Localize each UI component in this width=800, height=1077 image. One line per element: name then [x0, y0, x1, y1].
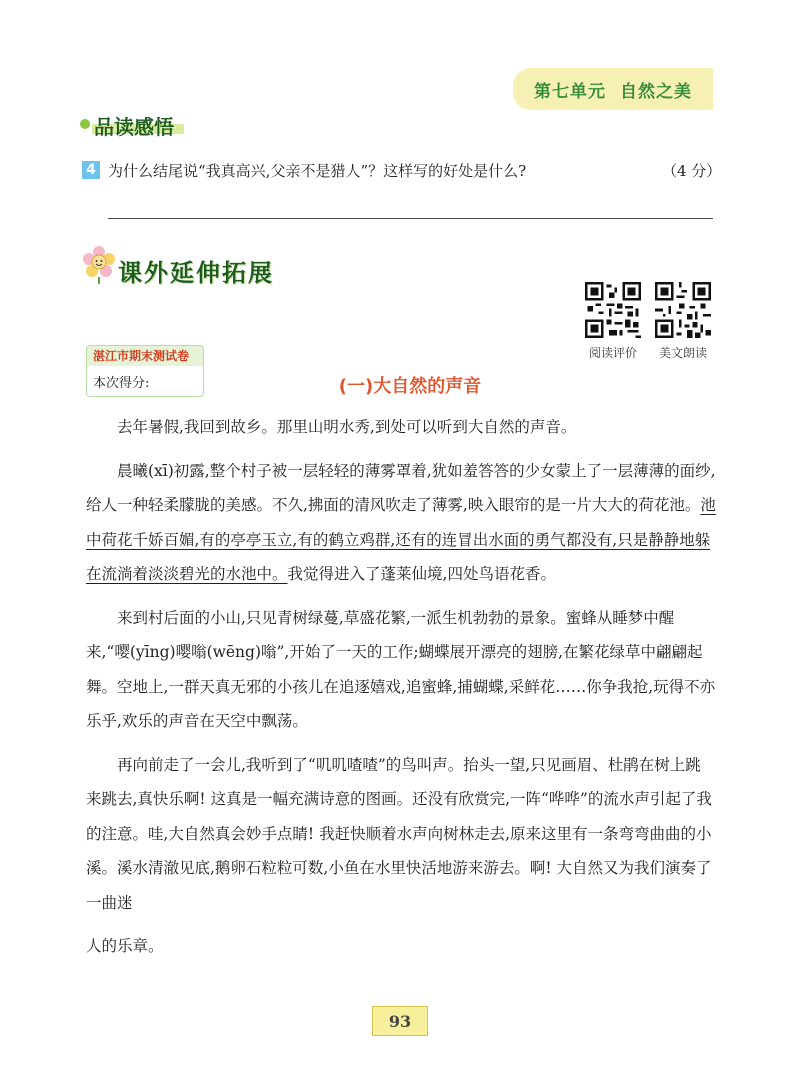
section-reading-label: 品读感悟 [94, 115, 174, 139]
essay-paragraph-2 [86, 454, 716, 592]
page-number: 93 [372, 1006, 428, 1036]
essay-paragraph-4 [86, 748, 716, 921]
qr-caption-reading-evaluation: 阅读评价 [588, 346, 637, 360]
question-text: 为什么结尾说“我真高兴,父亲不是猎人”？这样写的好处是什么? [108, 162, 527, 180]
qr-code-essay-reading-icon[interactable] [655, 282, 711, 338]
essay-paragraph-5 [86, 929, 716, 964]
paragraph-text: 晨曦(xī)初露,整个村子被一层轻轻的薄雾罩着,犹如羞答答的少女蒙上了一层薄薄的面纱,给人一种轻柔朦胧的美感。不久,拂面的清风吹走了薄雾,映入眼帘的是一片大大的荷花池。 [86, 461, 716, 514]
underlined-sentence: 池中荷花千娇百媚,有的亭亭玉立,有的鹤立鸡群,还有的连冒出水面的勇气都没有,只是静静地躲在流淌着淡淡碧光的水池中。 [86, 496, 716, 583]
section-extension-label: 课外延伸拓展 [118, 259, 274, 287]
section-reading-heading [80, 112, 190, 138]
score-blank[interactable] [93, 393, 149, 397]
paragraph-text: 来到村后面的小山,只见青树绿蔓,草盛花繁,一派生机勃勃的景象。蜜蜂从睡梦中醒来,“嘤(yīng)嘤嗡(wēng)嗡”,开始了一天的工作;蝴蝶展开漂亮的翅膀,在繁花绿草中翩翩起舞。空地上,一群天真无邪的小孩儿在追逐嬉戏,追蜜蜂,捕蝴蝶,采鲜花……你争我抢,玩得不亦乐乎,欢乐的声音在天空中飘荡。 [86, 608, 716, 730]
essay-title: (一)大自然的声音 [338, 376, 482, 397]
essay-body [86, 410, 716, 964]
score-row [87, 366, 203, 397]
unit-theme: 自然之美 [620, 81, 692, 102]
paragraph-text: 人的乐章。 [86, 937, 164, 955]
answer-line[interactable] [108, 218, 713, 219]
paragraph-text: 去年暑假,我回到故乡。那里山明水秀,到处可以听到大自然的声音。 [117, 418, 577, 436]
qr-caption-essay-reading: 美文朗读 [658, 346, 707, 360]
section-extension-heading [80, 244, 280, 290]
flower-icon [80, 244, 118, 284]
question-score: （4 分） [662, 162, 722, 180]
paragraph-text: 我觉得进入了蓬莱仙境,四处鸟语花香。 [287, 565, 556, 583]
question-number-badge: 4 [82, 161, 100, 179]
paragraph-text: 再向前走了一会儿,我听到了“叽叽喳喳”的鸟叫声。抬头一望,只见画眉、杜鹃在树上跳来跳去,真快乐啊! 这真是一幅充满诗意的图画。还没有欣赏完,一阵“哗哗”的流水声引起了我的注意。哇,大自然真会妙手点睛! 我赶快顺着水声向树林走去,原来这里有一条弯弯曲曲的小溪。溪水清澈见底,鹅卵石粒粒可数,小鱼在水里快活地游来游去。啊! 大自然又为我们演奏了一曲迷 [86, 755, 712, 912]
qr-code-reading-evaluation-icon[interactable] [585, 282, 641, 338]
unit-header-tab [513, 68, 713, 110]
exam-tag: 湛江市期末测试卷 [87, 346, 203, 366]
unit-label: 第七单元 [534, 81, 606, 102]
bullet-dot-icon [80, 119, 90, 129]
exam-score-box [86, 345, 204, 397]
essay-paragraph-3 [86, 601, 716, 739]
essay-paragraph-1 [86, 410, 716, 445]
score-label: 本次得分: [93, 376, 150, 391]
page-number-badge [372, 1006, 426, 1038]
